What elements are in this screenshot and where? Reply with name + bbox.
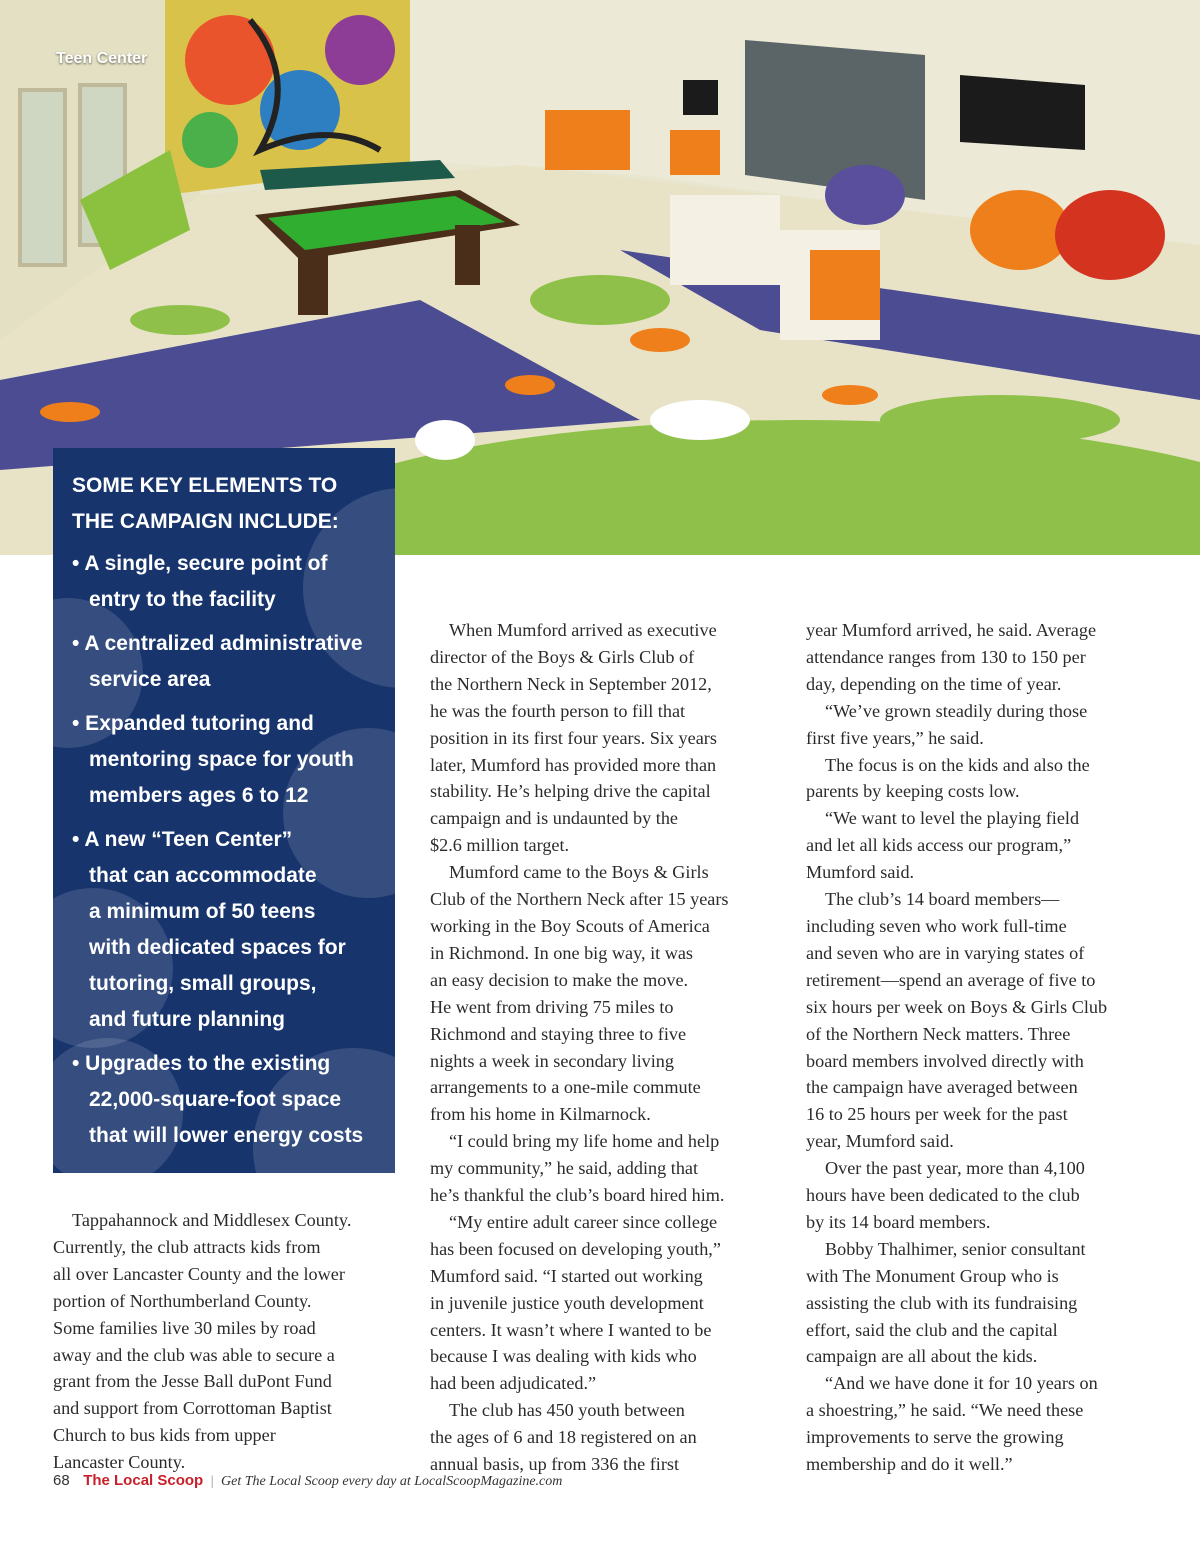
article-line: grant from the Jesse Ball duPont Fund [53, 1371, 332, 1392]
article-line: my community,” he said, adding that [430, 1158, 699, 1179]
article-line: Lancaster County. [53, 1452, 186, 1473]
article-line: He went from driving 75 miles to [430, 996, 674, 1017]
footer-tagline: Get The Local Scoop every day at LocalScoopMagazine.com [221, 1474, 563, 1489]
list-item-line: service area [89, 668, 211, 691]
list-item-line: • A centralized administrative [72, 632, 363, 655]
article-line: Some families live 30 miles by road [53, 1317, 316, 1338]
article-line: away and the club was able to secure a [53, 1344, 335, 1365]
article-line: $2.6 million target. [430, 835, 570, 856]
article-line: membership and do it well.” [806, 1454, 1013, 1475]
article-line: “We’ve grown steadily during those [825, 700, 1088, 721]
article-line: a shoestring,” he said. “We need these [806, 1400, 1084, 1421]
article-line: the Northern Neck in September 2012, [430, 673, 712, 694]
article-line: had been adjudicated.” [430, 1373, 597, 1394]
article-line: “And we have done it for 10 years on [825, 1373, 1098, 1394]
article-line: Mumford said. [806, 862, 915, 883]
list-item [72, 1046, 392, 1154]
article-line: the ages of 6 and 18 registered on an [430, 1427, 697, 1448]
image-caption: Teen Center [56, 50, 148, 67]
article-line: When Mumford arrived as executive [449, 620, 717, 640]
article-line: Mumford said. “I started out working [430, 1265, 703, 1286]
article-line: and seven who are in varying states of [806, 942, 1085, 963]
list-item-line: and future planning [89, 1008, 285, 1031]
sidebar-heading-line: THE CAMPAIGN INCLUDE: [72, 510, 339, 533]
article-paragraph [806, 886, 1151, 1155]
article-line: and let all kids access our program,” [806, 835, 1072, 856]
article-line: with The Monument Group who is [806, 1265, 1059, 1286]
article-line: Over the past year, more than 4,100 [825, 1158, 1085, 1179]
list-item-line: • A new “Teen Center” [72, 828, 293, 851]
article-column-1 [53, 1207, 398, 1476]
list-item [72, 706, 392, 814]
list-item-line: • Upgrades to the existing [72, 1052, 331, 1075]
article-line: in juvenile justice youth development [430, 1292, 704, 1313]
article-line: “We want to level the playing field [825, 808, 1080, 829]
article-paragraph [430, 617, 775, 859]
article-paragraph [806, 1155, 1151, 1236]
article-line: centers. It wasn’t where I wanted to be [430, 1319, 712, 1340]
list-item [72, 546, 392, 618]
article-line: nights a week in secondary living [430, 1050, 674, 1071]
article-line: campaign are all about the kids. [806, 1346, 1038, 1367]
list-item-line: members ages 6 to 12 [89, 784, 309, 807]
article-line: The club’s 14 board members— [825, 889, 1060, 910]
article-line: The focus is on the kids and also the [825, 754, 1090, 775]
key-elements-sidebar [53, 448, 395, 1173]
article-line: because I was dealing with kids who [430, 1346, 697, 1367]
article-line: campaign and is undaunted by the [430, 808, 678, 829]
article-line: stability. He’s helping drive the capital [430, 781, 711, 802]
article-paragraph [806, 698, 1151, 752]
sidebar-heading-line: SOME KEY ELEMENTS TO [72, 474, 338, 497]
list-item [72, 626, 392, 698]
article-line: year Mumford arrived, he said. Average [806, 620, 1097, 640]
article-paragraph [806, 1236, 1151, 1371]
article-line: he’s thankful the club’s board hired him. [430, 1185, 725, 1206]
article-line: parents by keeping costs low. [806, 781, 1020, 802]
article-line: working in the Boy Scouts of America [430, 915, 710, 936]
article-line: Tappahannock and Middlesex County. [72, 1210, 352, 1230]
article-paragraph [806, 805, 1151, 886]
list-item-line: tutoring, small groups, [89, 972, 317, 995]
article-line: “My entire adult career since college [449, 1211, 718, 1232]
article-line: the campaign have averaged between [806, 1077, 1078, 1098]
list-item-line: • Expanded tutoring and [72, 712, 314, 735]
article-line: portion of Northumberland County. [53, 1290, 312, 1311]
list-item-line: a minimum of 50 teens [89, 900, 316, 923]
article-line: Currently, the club attracts kids from [53, 1236, 321, 1257]
article-column-2 [430, 617, 775, 1478]
article-line: Club of the Northern Neck after 15 years [430, 889, 729, 910]
magazine-name: The Local Scoop [83, 1472, 204, 1489]
list-item-line: with dedicated spaces for [89, 936, 346, 959]
article-line: has been focused on developing youth,” [430, 1238, 721, 1259]
footer-separator: | [210, 1474, 214, 1489]
article-column-3 [806, 617, 1151, 1478]
article-line: first five years,” he said. [806, 727, 984, 748]
article-line: The club has 450 youth between [449, 1400, 685, 1421]
article-paragraph [430, 1128, 775, 1209]
article-line: Richmond and staying three to five [430, 1023, 687, 1044]
article-line: board members involved directly with [806, 1050, 1084, 1071]
article-line: Church to bus kids from upper [53, 1425, 276, 1446]
list-item-line: mentoring space for youth [89, 748, 354, 771]
list-item-line: entry to the facility [89, 588, 276, 611]
article-line: “I could bring my life home and help [449, 1131, 720, 1152]
article-paragraph [430, 1397, 775, 1478]
article-paragraph [806, 617, 1151, 698]
article-line: improvements to serve the growing [806, 1427, 1064, 1448]
article-line: arrangements to a one-mile commute [430, 1077, 701, 1098]
article-line: he was the fourth person to fill that [430, 700, 686, 721]
list-item-line: 22,000-square-foot space [89, 1088, 342, 1111]
article-line: including seven who work full-time [806, 915, 1067, 936]
sidebar-heading [72, 468, 392, 540]
article-line: retirement—spend an average of five to [806, 969, 1096, 990]
list-item-line: that will lower energy costs [89, 1124, 364, 1147]
article-line: of the Northern Neck matters. Three [806, 1023, 1071, 1044]
list-item [72, 822, 392, 1038]
article-line: hours have been dedicated to the club [806, 1185, 1080, 1206]
article-line: director of the Boys & Girls Club of [430, 646, 695, 667]
article-line: annual basis, up from 336 the first [430, 1454, 680, 1475]
page-footer [53, 1472, 562, 1490]
article-paragraph [806, 1370, 1151, 1478]
article-line: attendance ranges from 130 to 150 per [806, 646, 1086, 667]
article-paragraph [53, 1207, 398, 1476]
article-line: from his home in Kilmarnock. [430, 1104, 651, 1125]
article-line: and support from Corrottoman Baptist [53, 1398, 332, 1419]
key-elements-list [72, 546, 392, 1154]
article-paragraph [430, 859, 775, 1128]
article-line: six hours per week on Boys & Girls Club [806, 996, 1108, 1017]
article-line: year, Mumford said. [806, 1131, 954, 1152]
article-paragraph [806, 752, 1151, 806]
article-line: by its 14 board members. [806, 1211, 991, 1232]
article-line: in Richmond. In one big way, it was [430, 942, 694, 963]
article-line: position in its first four years. Six years [430, 727, 717, 748]
article-line: an easy decision to make the move. [430, 969, 689, 990]
article-line: day, depending on the time of year. [806, 673, 1062, 694]
article-line: Mumford came to the Boys & Girls [449, 862, 709, 883]
article-line: Bobby Thalhimer, senior consultant [825, 1238, 1086, 1259]
page-number: 68 [53, 1472, 70, 1489]
article-line: assisting the club with its fundraising [806, 1292, 1078, 1313]
article-paragraph [430, 1209, 775, 1397]
list-item-line: • A single, secure point of [72, 552, 328, 575]
article-line: later, Mumford has provided more than [430, 754, 717, 775]
list-item-line: that can accommodate [89, 864, 317, 887]
article-line: all over Lancaster County and the lower [53, 1263, 345, 1284]
article-line: effort, said the club and the capital [806, 1319, 1058, 1340]
article-line: 16 to 25 hours per week for the past [806, 1104, 1068, 1125]
